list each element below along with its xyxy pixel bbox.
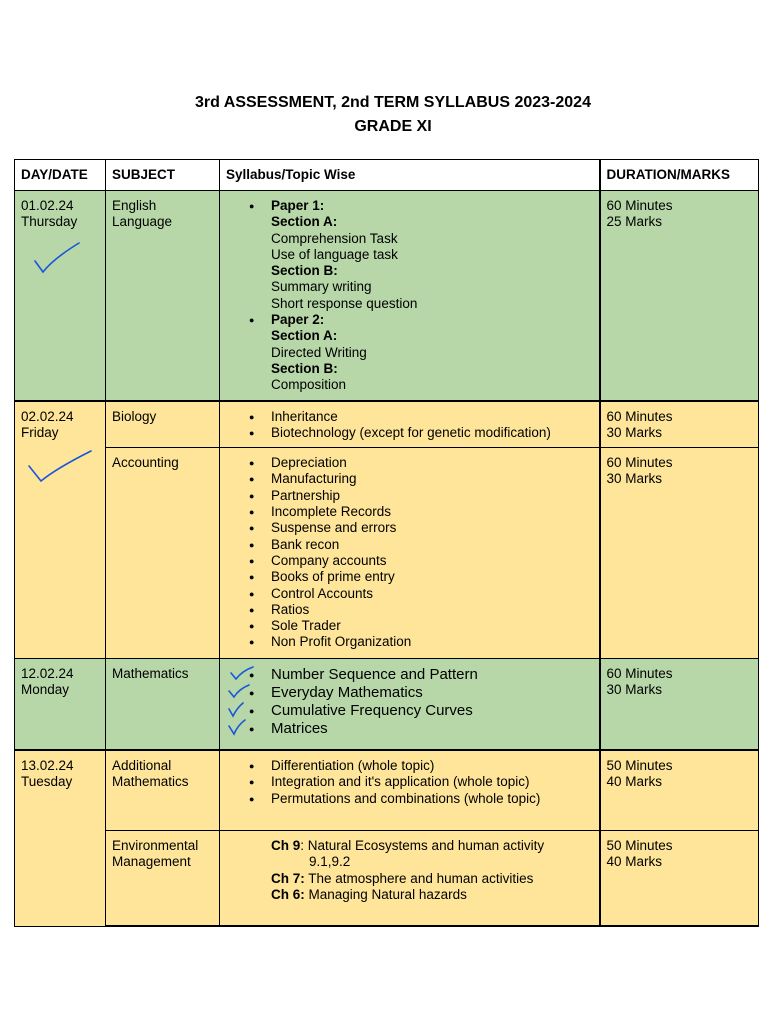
duration: 50 Minutes (606, 838, 673, 854)
topic-text: Short response question (271, 295, 418, 311)
list-item: ● Suspense and errors (271, 520, 593, 536)
header-subject: SUBJECT (106, 160, 220, 191)
list-item: ● Biotechnology (except for genetic modification) (271, 425, 593, 441)
list-item: ● Number Sequence and Pattern (271, 666, 593, 684)
table-row (15, 659, 759, 751)
marks: 30 Marks (606, 682, 663, 698)
list-item: ● Ratios (271, 602, 593, 618)
subject-cell (106, 750, 220, 831)
topic-text: Comprehension Task (271, 230, 398, 246)
paper-label: Paper 1: (271, 198, 325, 213)
duration-cell (600, 448, 759, 659)
subject-cell (106, 191, 220, 401)
list-item: ● Bank recon (271, 537, 593, 553)
topic-text: Directed Writing (271, 344, 367, 360)
topic-list (226, 409, 593, 442)
list-item: ● Differentiation (whole topic) (271, 758, 593, 774)
duration-cell (600, 191, 759, 401)
list-item: ● Control Accounts (271, 586, 593, 602)
duration: 60 Minutes (606, 198, 673, 213)
date-cell (15, 750, 106, 926)
syllabus-table (14, 159, 759, 927)
list-item: ● Everyday Mathematics (271, 684, 593, 702)
topic-text: Composition (271, 377, 347, 393)
header-duration: DURATION/MARKS (600, 160, 759, 191)
date: 13.02.24 (21, 758, 74, 774)
list-item: ● Partnership (271, 488, 593, 504)
topic-text: Use of language task (271, 246, 398, 262)
list-item: ● Depreciation (271, 455, 593, 471)
subject-cell (106, 831, 220, 927)
table-row (15, 191, 759, 401)
list-item (271, 198, 593, 312)
list-item: ● Books of prime entry (271, 569, 593, 585)
subject-name: Language (112, 214, 173, 230)
header-row (15, 160, 759, 191)
table-row (15, 831, 759, 927)
syllabus-cell (220, 750, 600, 831)
date: 12.02.24 (21, 666, 74, 682)
checkmark-icon (33, 241, 83, 277)
marks: 40 Marks (606, 854, 663, 870)
list-item: ● Permutations and combinations (whole topic) (271, 791, 593, 807)
list-item: ● Company accounts (271, 553, 593, 569)
paper-label: Paper 2: (271, 312, 325, 328)
chapter-label: Ch 6: (271, 887, 305, 903)
duration-cell (600, 831, 759, 927)
subject-cell (106, 659, 220, 751)
table-row (15, 750, 759, 831)
subject-name: Management (112, 854, 191, 870)
chapter-text: Managing Natural hazards (304, 887, 467, 903)
marks: 25 Marks (606, 214, 663, 230)
topic-list (226, 666, 593, 738)
subject-name: Mathematics (112, 666, 189, 682)
checkmark-icon (227, 719, 247, 736)
list-item (271, 838, 593, 854)
marks: 30 Marks (606, 471, 663, 487)
subject-name: Mathematics (112, 774, 189, 790)
list-item (271, 887, 593, 903)
date-cell (15, 191, 106, 401)
list-item: ● Incomplete Records (271, 504, 593, 520)
syllabus-cell (220, 448, 600, 659)
header-syllabus: Syllabus/Topic Wise (220, 160, 600, 191)
section-label: Section A: (271, 214, 338, 230)
duration-cell (600, 659, 759, 751)
checkmark-icon (227, 702, 245, 718)
list-item (271, 871, 593, 887)
chapter-list (226, 838, 593, 903)
checkmark-icon (229, 665, 255, 681)
checkmark-icon (27, 448, 93, 488)
section-label: Section B: (271, 360, 338, 376)
list-item: ● Inheritance (271, 409, 593, 425)
duration: 60 Minutes (606, 666, 673, 682)
subject-name: English (112, 198, 157, 213)
section-label: Section B: (271, 263, 338, 279)
topic-text: Summary writing (271, 279, 372, 295)
list-item (271, 312, 593, 393)
chapter-label: Ch 7: (271, 870, 305, 886)
marks: 40 Marks (606, 774, 663, 790)
chapter-text: The atmosphere and human activities (304, 870, 534, 886)
syllabus-cell (220, 831, 600, 927)
document-subtitle: GRADE XI (354, 118, 432, 135)
duration: 60 Minutes (606, 408, 673, 424)
chapter-subtopics: 9.1,9.2 (309, 854, 351, 870)
date: 02.02.24 (21, 408, 74, 424)
date-cell (15, 659, 106, 751)
checkmark-icon (227, 683, 251, 699)
list-item: ● Non Profit Organization (271, 634, 593, 650)
duration: 60 Minutes (606, 455, 673, 471)
list-item: ● Sole Trader (271, 618, 593, 634)
document-title: 3rd ASSESSMENT, 2nd TERM SYLLABUS 2023-2024 (195, 94, 591, 111)
date: 01.02.24 (21, 198, 74, 213)
table-row (15, 401, 759, 448)
topic-list (226, 758, 593, 807)
subject-name: Biology (112, 408, 157, 424)
syllabus-cell (220, 401, 600, 448)
section-label: Section A: (271, 328, 338, 344)
subject-cell (106, 448, 220, 659)
topic-list (226, 198, 593, 394)
duration-cell (600, 401, 759, 448)
subject-name: Additional (112, 758, 172, 774)
subject-cell (106, 401, 220, 448)
header-date: DAY/DATE (15, 160, 106, 191)
syllabus-cell (220, 191, 600, 401)
date-cell (15, 401, 106, 659)
list-item: ● Integration and it's application (whole topic) (271, 774, 593, 790)
day: Monday (21, 682, 70, 698)
duration-cell (600, 750, 759, 831)
syllabus-cell (220, 659, 600, 751)
subject-name: Environmental (112, 838, 199, 854)
chapter-text: : Natural Ecosystems and human activity (300, 838, 545, 854)
duration: 50 Minutes (606, 758, 673, 774)
chapter-label: Ch 9 (271, 838, 301, 854)
list-item: ● Manufacturing (271, 471, 593, 487)
list-item: ● Cumulative Frequency Curves (271, 702, 593, 720)
day: Tuesday (21, 774, 73, 790)
table-row (15, 448, 759, 659)
marks: 30 Marks (606, 424, 663, 440)
subject-name: Accounting (112, 455, 179, 471)
list-item: ● Matrices (271, 720, 593, 738)
day: Thursday (21, 214, 78, 230)
day: Friday (21, 424, 59, 440)
topic-list (226, 455, 593, 651)
